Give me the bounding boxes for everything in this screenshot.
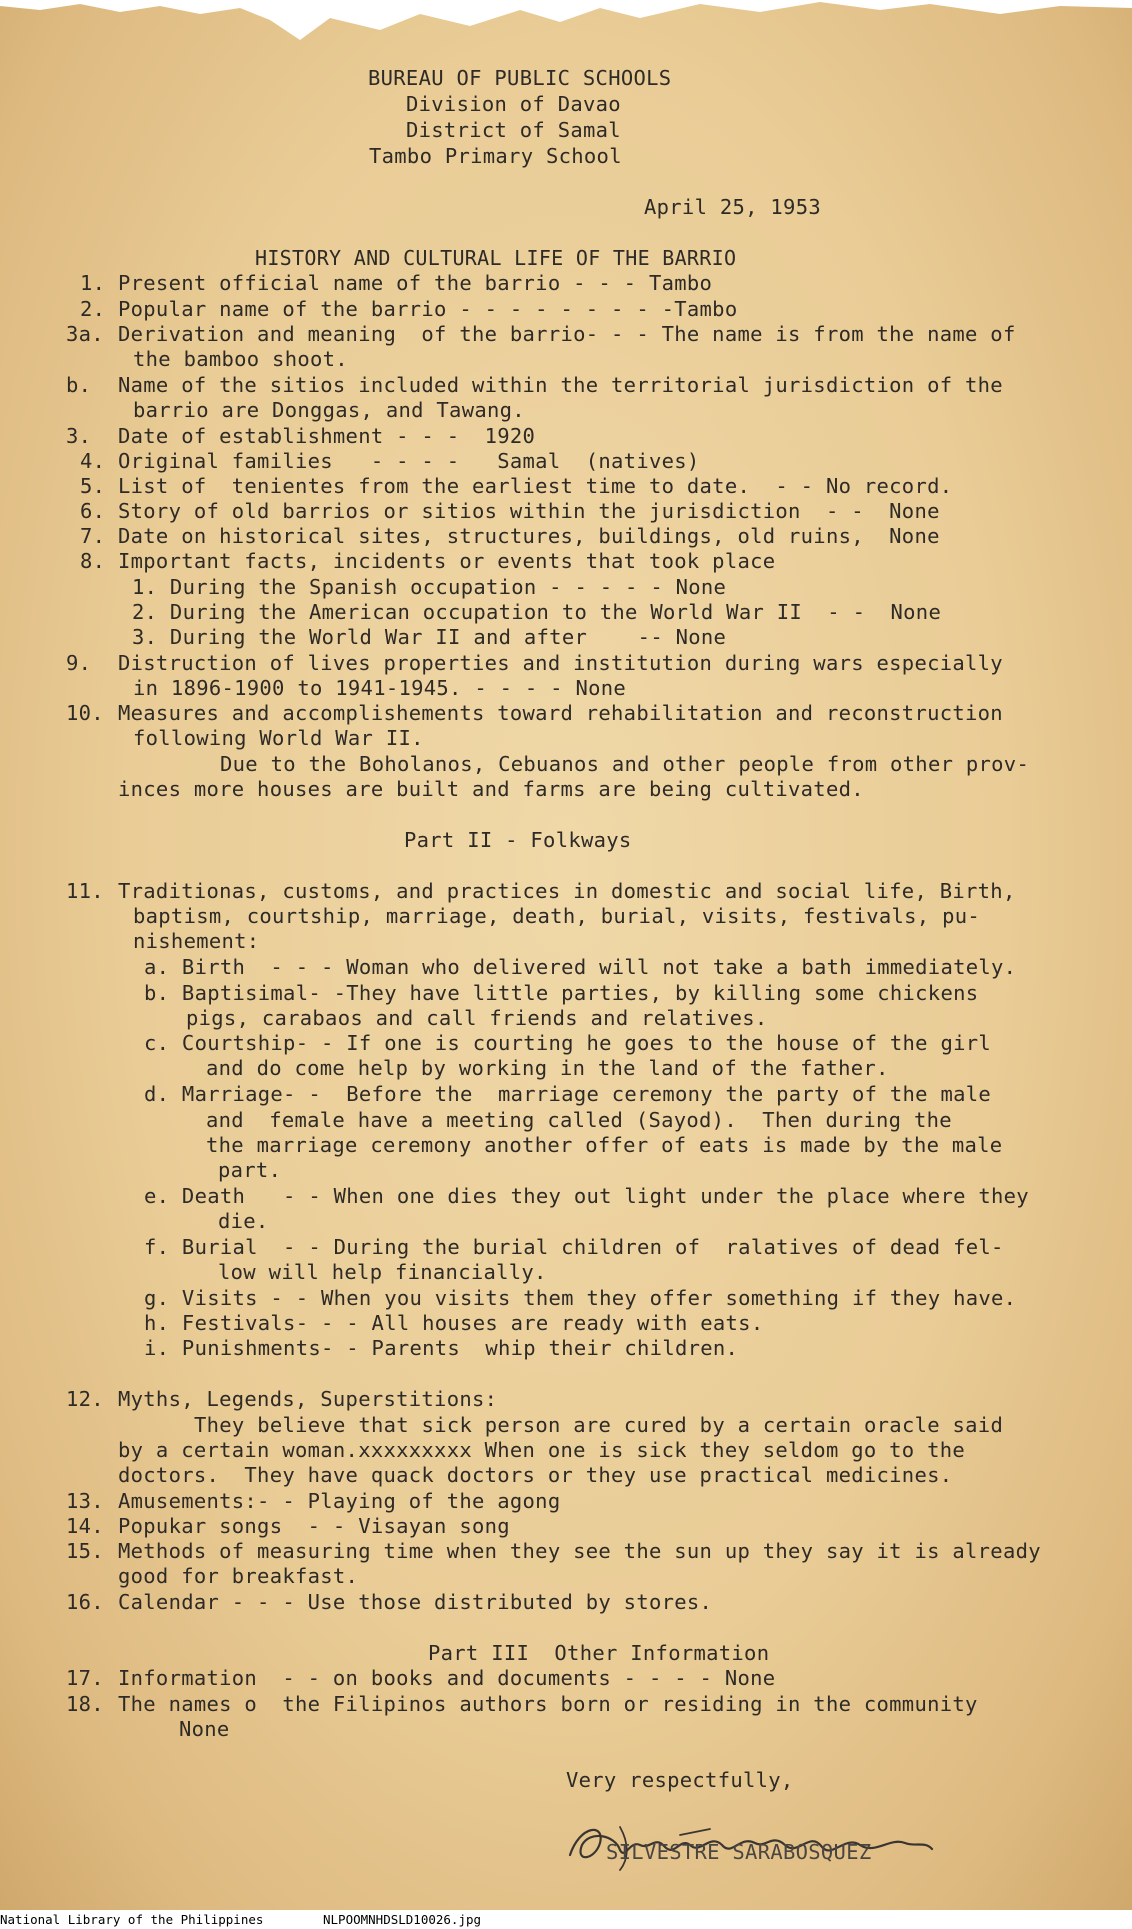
item-number: 3a. xyxy=(66,322,104,346)
item-text: Calendar - - - Use those distributed by stores. xyxy=(118,1590,713,1614)
item-text: Popukar songs - - Visayan song xyxy=(118,1514,510,1538)
paragraph-line: by a certain woman.xxxxxxxxx When one is sick they seldom go to the xyxy=(118,1438,966,1462)
scan-footer xyxy=(0,1910,1132,1929)
folkway-entry-cont: and do come help by working in the land of the father. xyxy=(206,1056,889,1080)
item-text-cont: baptism, courtship, marriage, death, burial, visits, festivals, pu- xyxy=(133,904,981,928)
item-text: Present official name of the barrio - - - Tambo xyxy=(118,271,713,295)
item8-sub: 3. During the World War II and after -- None xyxy=(132,625,727,649)
folkway-entry: a. Birth - - - Woman who delivered will not take a bath immediately. xyxy=(144,955,1017,979)
item-text: Name of the sitios included within the territorial jurisdiction of the xyxy=(118,373,1003,397)
folkway-entry-cont: low will help financially. xyxy=(218,1260,547,1284)
header-date: April 25, 1953 xyxy=(644,195,821,219)
folkway-entry: g. Visits - - When you visits them they offer something if they have. xyxy=(144,1286,1017,1310)
item-number: 18. xyxy=(66,1692,104,1716)
paragraph-line: They believe that sick person are cured by a certain oracle said xyxy=(194,1413,1004,1437)
item-number: 11. xyxy=(66,879,104,903)
footer-library: National Library of the Philippines xyxy=(0,1912,264,1927)
item-number: 2. xyxy=(80,297,106,321)
item-number: 3. xyxy=(66,424,92,448)
item-text: Original families - - - - Samal (natives) xyxy=(118,449,700,473)
item-text-cont: good for breakfast. xyxy=(118,1564,359,1588)
folkway-entry: f. Burial - - During the burial children of ralatives of dead fel- xyxy=(144,1235,1004,1259)
item-number: 15. xyxy=(66,1539,104,1563)
item-number: b. xyxy=(66,373,92,397)
header-bureau: BUREAU OF PUBLIC SCHOOLS xyxy=(368,66,672,90)
item-number: 6. xyxy=(80,499,106,523)
item-number: 13. xyxy=(66,1489,104,1513)
item-number: 16. xyxy=(66,1590,104,1614)
item-text: Distruction of lives properties and institution during wars especially xyxy=(118,651,1003,675)
paragraph-line: doctors. They have quack doctors or they use practical medicines. xyxy=(118,1463,953,1487)
item-text: Information - - on books and documents - - - - None xyxy=(118,1666,776,1690)
item-text: Amusements:- - Playing of the agong xyxy=(118,1489,561,1513)
folkway-entry: b. Baptisimal- -They have little parties, by killing some chickens xyxy=(144,981,979,1005)
folkway-entry-cont: die. xyxy=(218,1209,269,1233)
item8-sub: 1. During the Spanish occupation - - - - - None xyxy=(132,575,727,599)
folkway-entry: c. Courtship- - If one is courting he goes to the house of the girl xyxy=(144,1031,992,1055)
closing: Very respectfully, xyxy=(566,1768,794,1792)
item-text-cont: following World War II. xyxy=(133,726,424,750)
item-text-cont: nishement: xyxy=(133,929,260,953)
item-number: 1. xyxy=(80,271,106,295)
item-text: Traditionas, customs, and practices in domestic and social life, Birth, xyxy=(118,879,1016,903)
folkway-entry: h. Festivals- - - All houses are ready with eats. xyxy=(144,1311,764,1335)
part2-heading: Part II - Folkways xyxy=(404,828,632,852)
folkway-entry: d. Marriage- - Before the marriage ceremony the party of the male xyxy=(144,1082,992,1106)
torn-edge xyxy=(0,0,1132,70)
item-text: Myths, Legends, Superstitions: xyxy=(118,1387,498,1411)
part3-heading: Part III Other Information xyxy=(428,1641,770,1665)
item-text: Methods of measuring time when they see the sun up they say it is already xyxy=(118,1539,1041,1563)
folkway-entry: i. Punishments- - Parents whip their children. xyxy=(144,1336,739,1360)
item-number: 5. xyxy=(80,474,106,498)
item-text: List of tenientes from the earliest time to date. - - No record. xyxy=(118,474,953,498)
item-text-cont: the bamboo shoot. xyxy=(133,347,348,371)
item-text: Story of old barrios or sitios within the jurisdiction - - None xyxy=(118,499,940,523)
item-text-cont: None xyxy=(179,1717,230,1741)
item-text: Popular name of the barrio - - - - - - - - -Tambo xyxy=(118,297,738,321)
item-number: 10. xyxy=(66,701,104,725)
folkway-entry: e. Death - - When one dies they out light under the place where they xyxy=(144,1184,1029,1208)
item-number: 4. xyxy=(80,449,106,473)
item-text: Date of establishment - - - 1920 xyxy=(118,424,536,448)
header-district: District of Samal xyxy=(406,118,621,142)
document-title: HISTORY AND CULTURAL LIFE OF THE BARRIO xyxy=(255,246,737,270)
item-text-cont: in 1896-1900 to 1941-1945. - - - - None xyxy=(133,676,627,700)
item-text: The names o the Filipinos authors born or residing in the community xyxy=(118,1692,978,1716)
folkway-entry-cont: part. xyxy=(218,1158,282,1182)
item-number: 7. xyxy=(80,524,106,548)
item-number: 12. xyxy=(66,1387,104,1411)
item-text: Date on historical sites, structures, buildings, old ruins, None xyxy=(118,524,940,548)
paragraph-line: Due to the Boholanos, Cebuanos and other people from other prov- xyxy=(220,752,1030,776)
footer-filename: NLPOOMNHDSLD10026.jpg xyxy=(323,1912,482,1927)
item-text: Important facts, incidents or events that took place xyxy=(118,549,776,573)
item-number: 14. xyxy=(66,1514,104,1538)
paragraph-line: inces more houses are built and farms are being cultivated. xyxy=(118,777,864,801)
header-school: Tambo Primary School xyxy=(369,144,622,168)
item-number: 17. xyxy=(66,1666,104,1690)
folkway-entry-cont: and female have a meeting called (Sayod). Then during the xyxy=(206,1108,952,1132)
folkway-entry-cont: pigs, carabaos and call friends and relatives. xyxy=(186,1006,768,1030)
item-text-cont: barrio are Donggas, and Tawang. xyxy=(133,398,525,422)
item8-sub: 2. During the American occupation to the World War II - - None xyxy=(132,600,942,624)
item-number: 8. xyxy=(80,549,106,573)
signer-name: SILVESTRE SARABOSQUEZ xyxy=(606,1840,872,1864)
folkway-entry-cont: the marriage ceremony another offer of eats is made by the male xyxy=(206,1133,1003,1157)
item-text: Derivation and meaning of the barrio- - - The name is from the name of xyxy=(118,322,1016,346)
header-division: Division of Davao xyxy=(406,92,621,116)
item-number: 9. xyxy=(66,651,92,675)
item-text: Measures and accomplishements toward rehabilitation and reconstruction xyxy=(118,701,1003,725)
